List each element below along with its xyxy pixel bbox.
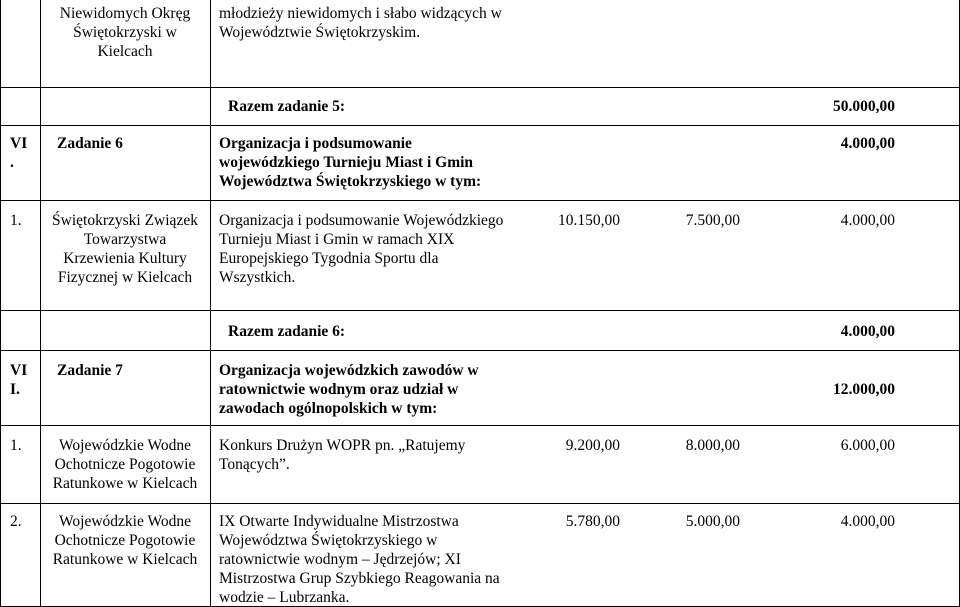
org-cell: Świętokrzyski Związek Towarzystwa Krzewienia Kultury Fizycznej w Kielcach	[52, 212, 198, 286]
org-cell: Wojewódzkie Wodne Ochotnicze Pogotowie Ratunkowe w Kielcach	[52, 437, 198, 492]
granted-amount: 6.000,00	[840, 437, 895, 454]
task-total: 4.000,00	[840, 135, 895, 152]
org-cell: Wojewódzkie Wodne Ochotnicze Pogotowie Ratunkowe w Kielcach	[52, 513, 198, 568]
row-divider	[0, 87, 960, 88]
task-number: VI .	[10, 135, 28, 171]
row-divider	[0, 125, 960, 126]
granted-amount: 4.000,00	[840, 212, 895, 229]
task-description: Organizacja wojewódzkich zawodów w ratownictwie wodnym oraz udział w zawodach ogólnopolskich w tym:	[219, 362, 479, 417]
description-cell: Konkurs Drużyn WOPR pn. „Ratujemy Tonących”.	[219, 437, 466, 473]
task-name: Zadanie 6	[57, 135, 123, 152]
requested-amount: 10.150,00	[558, 212, 620, 229]
description-cell: IX Otwarte Indywidualne Mistrzostwa Województwa Świętokrzyskiego w ratownictwie wodnym – Jędrzejów; XI Mistrzostwa Grup Szybkiego Reagowania na wodzie – Lubrzanka.	[219, 513, 500, 606]
subtotal-label: Razem zadanie 5:	[228, 98, 346, 115]
table-border-left	[0, 0, 1, 607]
row-number: 1.	[10, 212, 22, 229]
description-cell: Organizacja i podsumowanie Wojewódzkiego Turnieju Miast i Gmin w ramach XIX Europejskiego Tygodnia Sportu dla Wszystkich.	[219, 212, 504, 286]
proposed-amount: 5.000,00	[685, 513, 740, 530]
proposed-amount: 8.000,00	[685, 437, 740, 454]
proposed-amount: 7.500,00	[685, 212, 740, 229]
org-cell: Niewidomych Okręg Świętokrzyski w Kielcach	[59, 5, 191, 60]
row-divider	[0, 503, 960, 504]
requested-amount: 9.200,00	[565, 437, 620, 454]
row-divider	[0, 425, 960, 426]
task-total: 12.000,00	[833, 381, 895, 398]
requested-amount: 5.780,00	[565, 513, 620, 530]
description-cell: młodzieży niewidomych i słabo widzących w Województwie Świętokrzyskim.	[219, 5, 502, 41]
subtotal-label: Razem zadanie 6:	[228, 323, 346, 340]
row-divider	[0, 350, 960, 351]
subtotal-value: 50.000,00	[833, 98, 895, 115]
task-description: Organizacja i podsumowanie wojewódzkiego Turnieju Miast i Gmin Województwa Świętokrzyskiego w tym:	[219, 135, 482, 190]
task-number: VI I.	[10, 362, 28, 398]
row-number: 1.	[10, 437, 22, 454]
row-number: 2.	[10, 513, 22, 530]
column-divider-2	[210, 0, 211, 607]
task-name: Zadanie 7	[57, 362, 123, 379]
granted-amount: 4.000,00	[840, 513, 895, 530]
row-divider	[0, 200, 960, 201]
row-divider	[0, 310, 960, 311]
subtotal-value: 4.000,00	[840, 323, 895, 340]
